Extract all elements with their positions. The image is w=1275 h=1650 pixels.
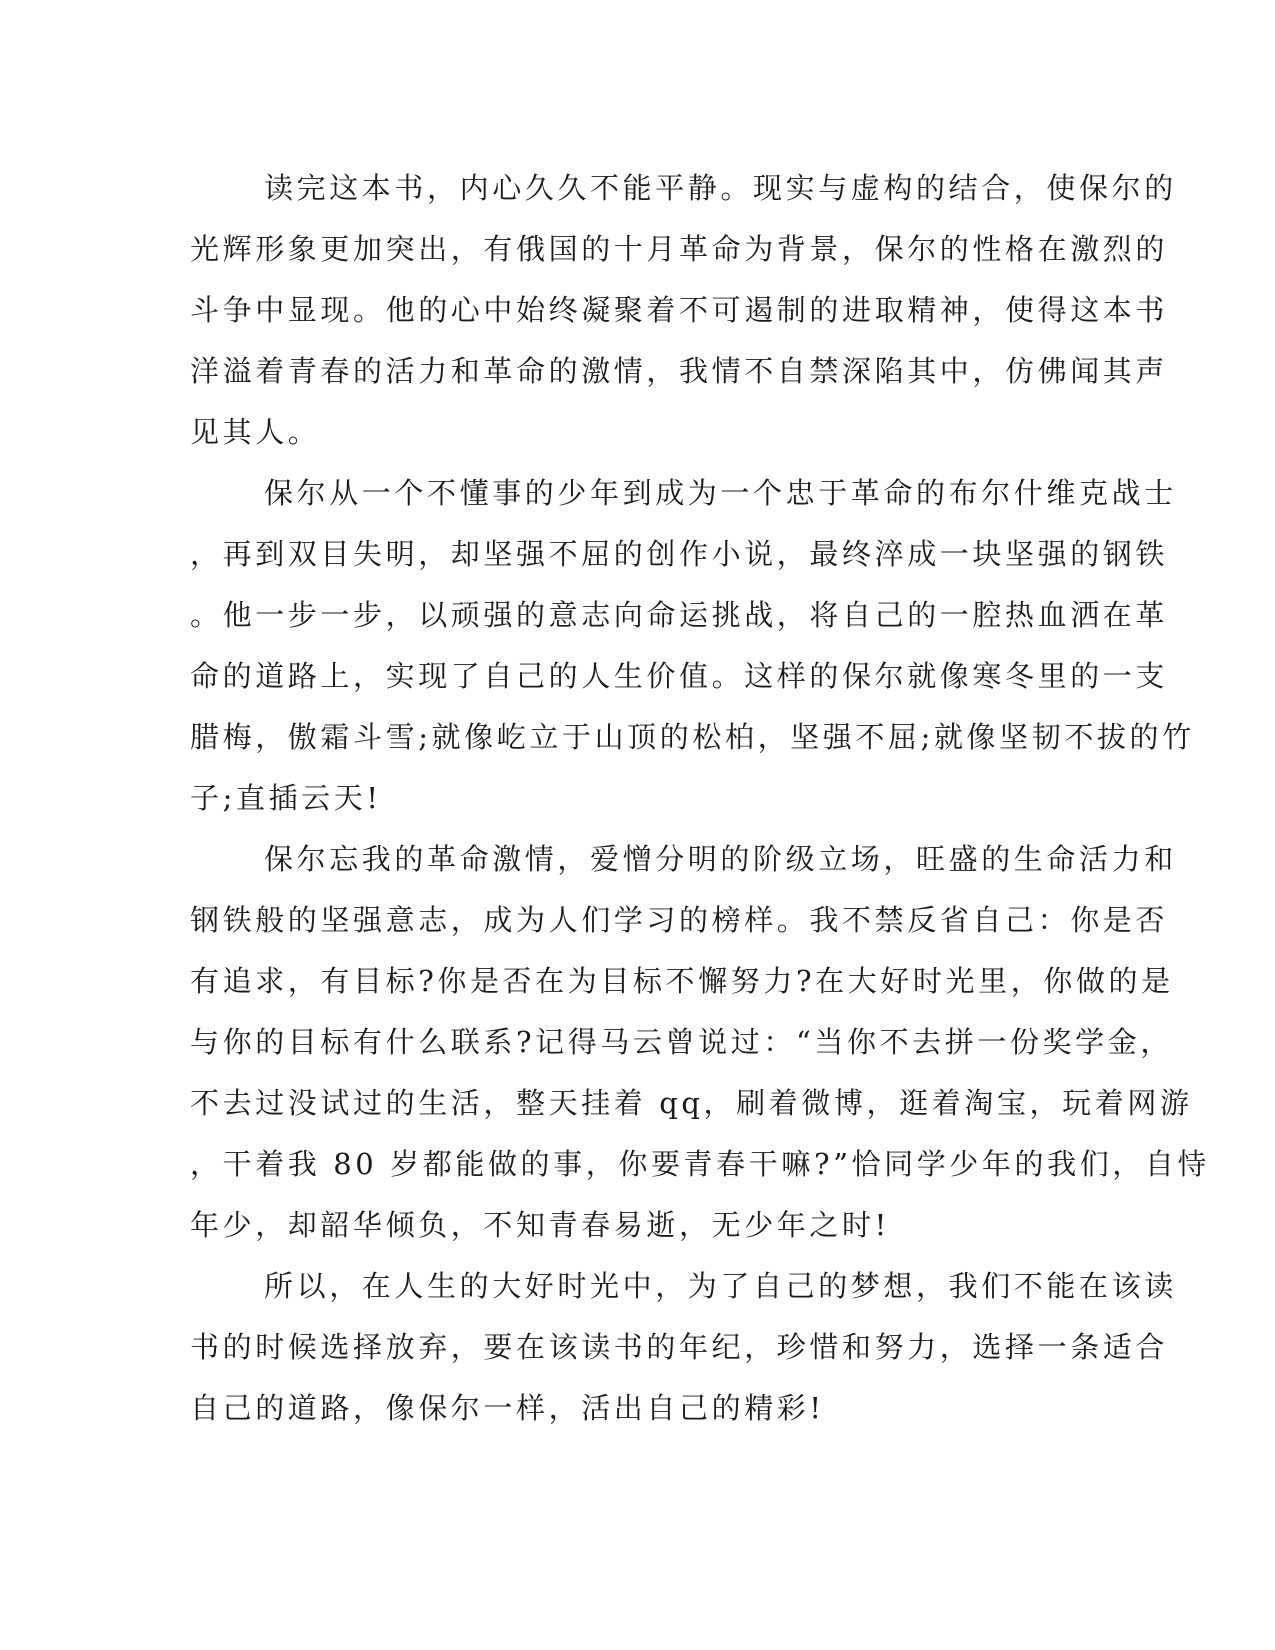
paragraph-1	[190, 158, 1177, 463]
paragraph-4	[190, 1256, 1177, 1439]
text-line: 子;直插云天!	[190, 781, 382, 815]
text-line: 保尔从一个不懂事的少年到成为一个忠于革命的布尔什维克战士	[264, 476, 1177, 510]
paragraph-3	[190, 829, 1211, 1256]
text-line: 洋溢着青春的活力和革命的激情，我情不自禁深陷其中，仿佛闻其声	[190, 354, 1169, 388]
text-line: 。他一步一步，以顽强的意志向命运挑战，将自己的一腔热血洒在革	[190, 598, 1169, 632]
text-line: 自己的道路，像保尔一样，活出自己的精彩!	[190, 1391, 825, 1425]
text-line: 钢铁般的坚强意志，成为人们学习的榜样。我不禁反省自己：你是否	[190, 903, 1169, 937]
text-line: 年少，却韶华倾负，不知青春易逝，无少年之时!	[190, 1208, 890, 1242]
text-line: 光辉形象更加突出，有俄国的十月革命为背景，保尔的性格在激烈的	[190, 232, 1169, 266]
text-line: 见其人。	[190, 415, 321, 449]
text-line: 有追求，有目标?你是否在为目标不懈努力?在大好时光里，你做的是	[190, 964, 1174, 998]
text-line: 读完这本书，内心久久不能平静。现实与虚构的结合，使保尔的	[264, 171, 1177, 205]
paragraph-2	[190, 463, 1195, 829]
text-line: 与你的目标有什么联系?记得马云曾说过：“当你不去拼一份奖学金，	[190, 1025, 1173, 1059]
text-line: 书的时候选择放弃，要在该读书的年纪，珍惜和努力，选择一条适合	[190, 1330, 1169, 1364]
text-line: 命的道路上，实现了自己的人生价值。这样的保尔就像寒冬里的一支	[190, 659, 1169, 693]
text-line: ，干着我 80 岁都能做的事，你要青春干嘛?”恰同学少年的我们，自恃	[190, 1147, 1211, 1181]
text-line: 腊梅，傲霜斗雪;就像屹立于山顶的松柏，坚强不屈;就像坚韧不拔的竹	[190, 720, 1195, 754]
text-line: ，再到双目失明，却坚强不屈的创作小说，最终淬成一块坚强的钢铁	[190, 537, 1169, 571]
document-body	[190, 158, 1211, 1439]
text-line: 保尔忘我的革命激情，爱憎分明的阶级立场，旺盛的生命活力和	[264, 842, 1177, 876]
text-line: 斗争中显现。他的心中始终凝聚着不可遏制的进取精神，使得这本书	[190, 293, 1169, 327]
text-line: 所以，在人生的大好时光中，为了自己的梦想，我们不能在该读	[264, 1269, 1177, 1303]
text-line: 不去过没试过的生活，整天挂着 qq，刷着微博，逛着淘宝，玩着网游	[190, 1086, 1193, 1120]
